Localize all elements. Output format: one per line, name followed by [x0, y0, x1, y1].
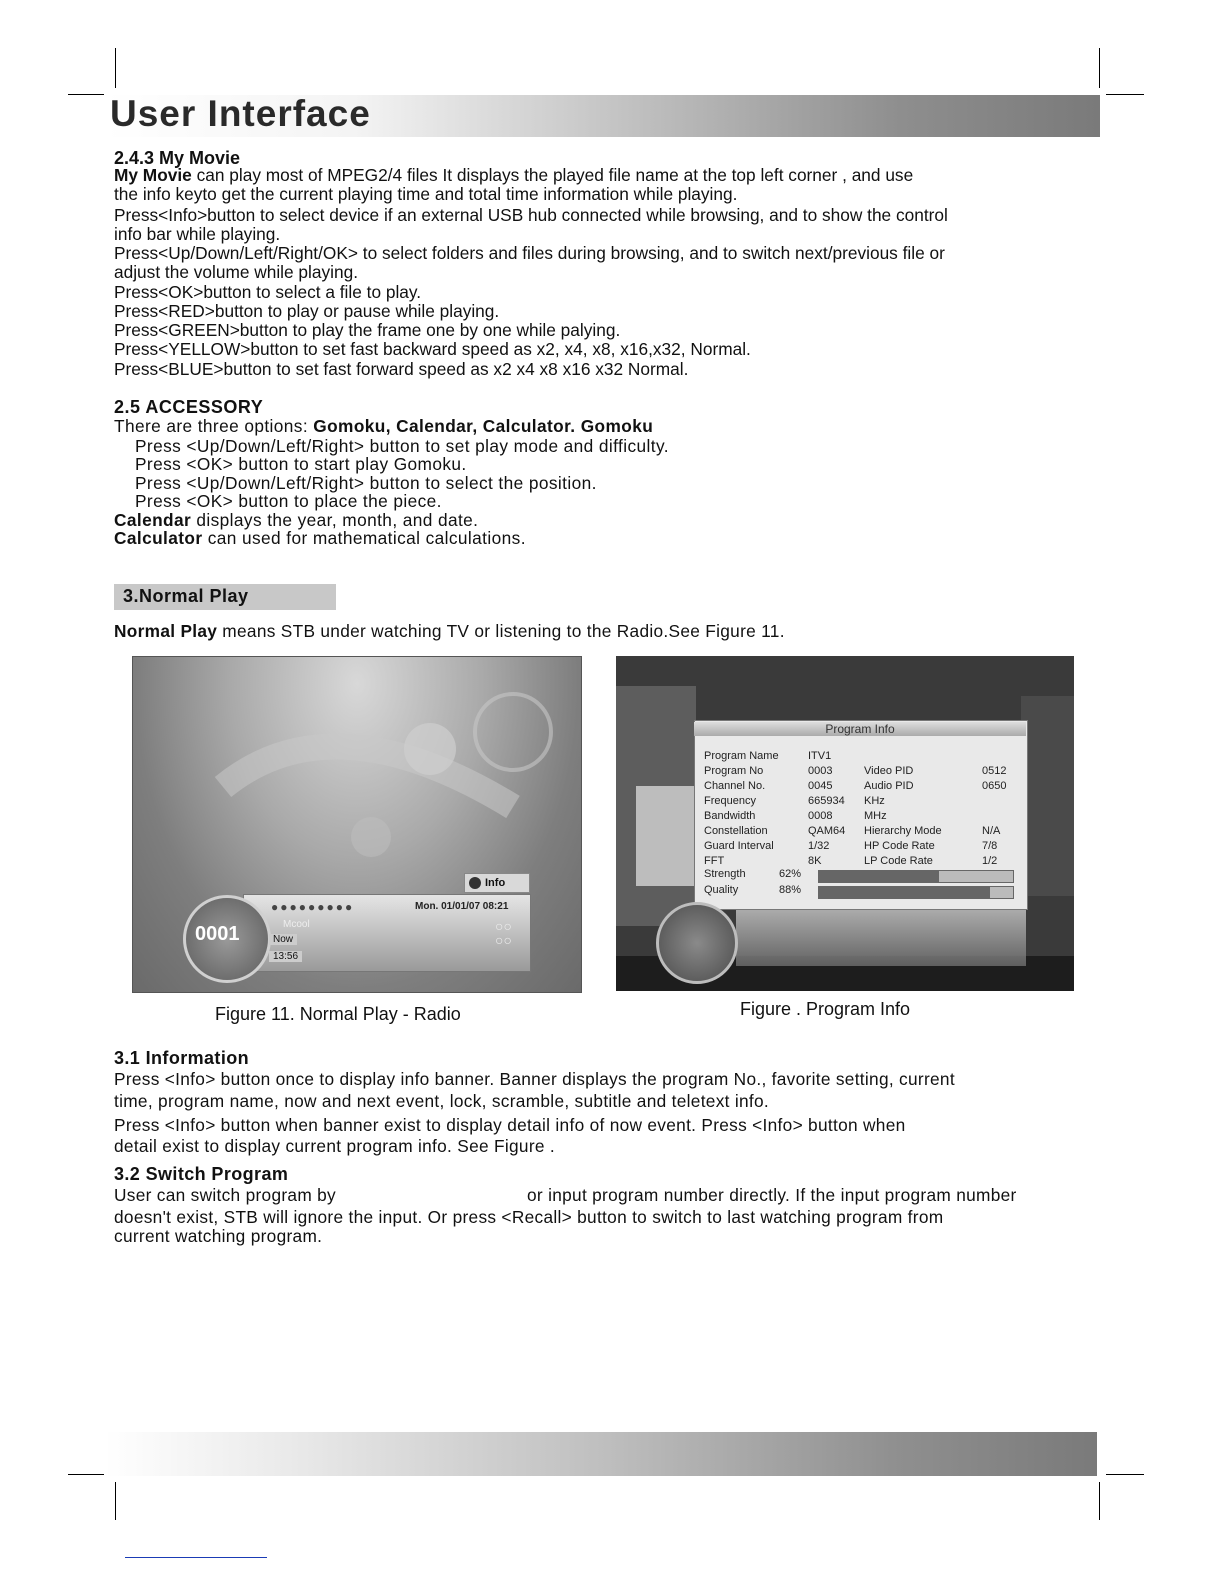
paragraph-line — [114, 529, 526, 548]
paragraph-line: User can switch program by — [114, 1185, 336, 1205]
crop-mark — [68, 1474, 104, 1475]
program-info-cell: 665934 — [808, 795, 845, 807]
program-info-cell: QAM64 — [808, 825, 846, 837]
program-info-cell: Constellation — [704, 825, 768, 837]
bold-term: Calculator — [114, 528, 203, 548]
footnote-rule — [125, 1557, 267, 1558]
program-info-cell: 0008 — [808, 810, 833, 822]
now-label: Now — [269, 934, 297, 945]
paragraph-line: Press <OK> button to place the piece. — [135, 491, 442, 511]
program-info-cell: 7/8 — [982, 840, 998, 852]
quality-value: 88% — [779, 884, 802, 896]
time-label: 13:56 — [269, 951, 302, 962]
paragraph-line: Press<YELLOW>button to set fast backward speed as x2, x4, x8, x16,x32, Normal. — [114, 339, 751, 359]
paragraph-line: Press<BLUE>button to set fast forward speed as x2 x4 x8 x16 x32 Normal. — [114, 359, 689, 379]
crop-mark — [115, 48, 116, 88]
text-span: can play most of MPEG2/4 files It displays the played file name at the top left corner , and use — [191, 165, 914, 185]
paragraph-line: Press <Up/Down/Left/Right> button to select the position. — [135, 473, 597, 493]
program-info-cell: N/A — [982, 825, 1001, 837]
paragraph-line: or input program number directly. If the input program number — [527, 1185, 1017, 1205]
paragraph-line: Press <Up/Down/Left/Right> button to set play mode and difficulty. — [135, 436, 669, 456]
page-title: User Interface — [110, 93, 371, 134]
paragraph-line: Press <OK> button to start play Gomoku. — [135, 454, 467, 474]
program-info-cell: Program Name — [704, 750, 779, 762]
strength-bar — [818, 870, 1014, 883]
banner-icons: ○○ ○○ — [495, 918, 512, 948]
program-info-cell: ITV1 — [808, 750, 832, 762]
quality-bar-fill — [819, 887, 990, 898]
paragraph-line: info bar while playing. — [114, 224, 281, 244]
strength-label: Strength — [704, 868, 746, 880]
paragraph-line: Press<Up/Down/Left/Right/OK> to select folders and files during browsing, and to switch next/previous file or — [114, 243, 945, 263]
paragraph-line: Press<RED>button to play or pause while playing. — [114, 301, 500, 321]
program-info-cell: Bandwidth — [704, 810, 756, 822]
date-time: Mon. 01/01/07 08:21 — [415, 901, 509, 912]
quality-bar — [818, 886, 1014, 899]
figure-caption: Figure 11. Normal Play - Radio — [215, 1004, 461, 1024]
section-label-box — [114, 584, 336, 610]
crop-mark — [1099, 1482, 1100, 1520]
text-span: displays the year, month, and date. — [191, 510, 479, 530]
quality-label: Quality — [704, 884, 739, 896]
section-heading-information: 3.1 Information — [114, 1048, 250, 1068]
crop-mark — [115, 1482, 116, 1520]
program-info-cell: Video PID — [864, 765, 914, 777]
crop-mark — [1106, 1474, 1144, 1475]
channel-name: Mcool — [283, 919, 310, 930]
paragraph-line: Press <Info> button when banner exist to display detail info of now event. Press <Info> button when — [114, 1115, 906, 1135]
text-span: There are three options: — [114, 416, 314, 436]
program-info-cell: FFT — [704, 855, 725, 867]
section-heading-my-movie: 2.4.3 My Movie — [114, 148, 241, 168]
paragraph-line — [114, 417, 653, 436]
paragraph-line: adjust the volume while playing. — [114, 262, 358, 282]
paragraph-line: Press<Info>button to select device if an external USB hub connected while browsing, and to show the control — [114, 205, 948, 225]
program-info-cell: Hierarchy Mode — [864, 825, 942, 837]
figure-radio-screenshot — [132, 656, 582, 993]
program-info-cell: 0650 — [982, 780, 1007, 792]
program-info-cell: 0003 — [808, 765, 833, 777]
figure-caption: Figure . Program Info — [740, 999, 911, 1019]
program-info-cell: KHz — [864, 795, 885, 807]
status-dots: ●●●●●●●●● — [271, 900, 355, 914]
section-heading-switch-program: 3.2 Switch Program — [114, 1164, 289, 1184]
bold-term: Normal Play — [114, 621, 218, 641]
channel-number: 0001 — [195, 923, 240, 945]
bold-term: My Movie — [114, 165, 192, 185]
figure-program-info-screenshot — [616, 656, 1074, 991]
program-info-cell: 1/2 — [982, 855, 998, 867]
paragraph-line — [114, 166, 913, 185]
info-tab — [464, 873, 530, 893]
paragraph-line: time, program name, now and next event, lock, scramble, subtitle and teletext info. — [114, 1091, 770, 1111]
bold-term: Calendar — [114, 510, 192, 530]
info-icon — [469, 877, 481, 889]
program-info-cell: 0512 — [982, 765, 1007, 777]
program-info-cell: HP Code Rate — [864, 840, 935, 852]
bold-term: Gomoku, Calendar, Calculator. Gomoku — [313, 416, 654, 436]
text-span: means STB under watching TV or listening to the Radio.See Figure 11. — [217, 621, 785, 641]
program-info-cell: 1/32 — [808, 840, 830, 852]
paragraph-line: current watching program. — [114, 1226, 323, 1246]
program-info-cell: 0045 — [808, 780, 833, 792]
crop-mark — [1106, 94, 1144, 95]
strength-value: 62% — [779, 868, 802, 880]
program-info-cell: MHz — [864, 810, 887, 822]
paragraph-line: doesn't exist, STB will ignore the input. Or press <Recall> button to switch to last watching program from — [114, 1207, 944, 1227]
text-span: can used for mathematical calculations. — [202, 528, 526, 548]
paragraph-line: Press<GREEN>button to play the frame one by one while palying. — [114, 320, 621, 340]
footer-bar — [105, 1432, 1097, 1476]
strength-bar-fill — [819, 871, 939, 882]
paragraph-line: the info keyto get the current playing time and total time information while playing. — [114, 184, 738, 204]
program-info-cell: Frequency — [704, 795, 756, 807]
program-info-cell: Guard Interval — [704, 840, 774, 852]
crop-mark — [1099, 48, 1100, 88]
channel-circle — [656, 902, 738, 984]
banner-strip — [736, 910, 1026, 966]
program-info-cell: LP Code Rate — [864, 855, 933, 867]
program-info-cell: Channel No. — [704, 780, 766, 792]
program-info-cell: 8K — [808, 855, 822, 867]
paragraph-line — [114, 622, 785, 641]
paragraph-line: detail exist to display current program info. See Figure . — [114, 1136, 555, 1156]
program-info-title: Program Info — [694, 722, 1026, 736]
crop-mark — [68, 94, 104, 95]
program-info-cell: Audio PID — [864, 780, 914, 792]
program-info-cell: Program No — [704, 765, 764, 777]
section-heading-accessory: 2.5 ACCESSORY — [114, 397, 264, 417]
paragraph-line: Press<OK>button to select a file to play. — [114, 282, 422, 302]
info-label: Info — [485, 877, 506, 889]
paragraph-line: Press <Info> button once to display info banner. Banner displays the program No., favorite setting, current — [114, 1069, 955, 1089]
section-label: 3.Normal Play — [123, 586, 249, 606]
